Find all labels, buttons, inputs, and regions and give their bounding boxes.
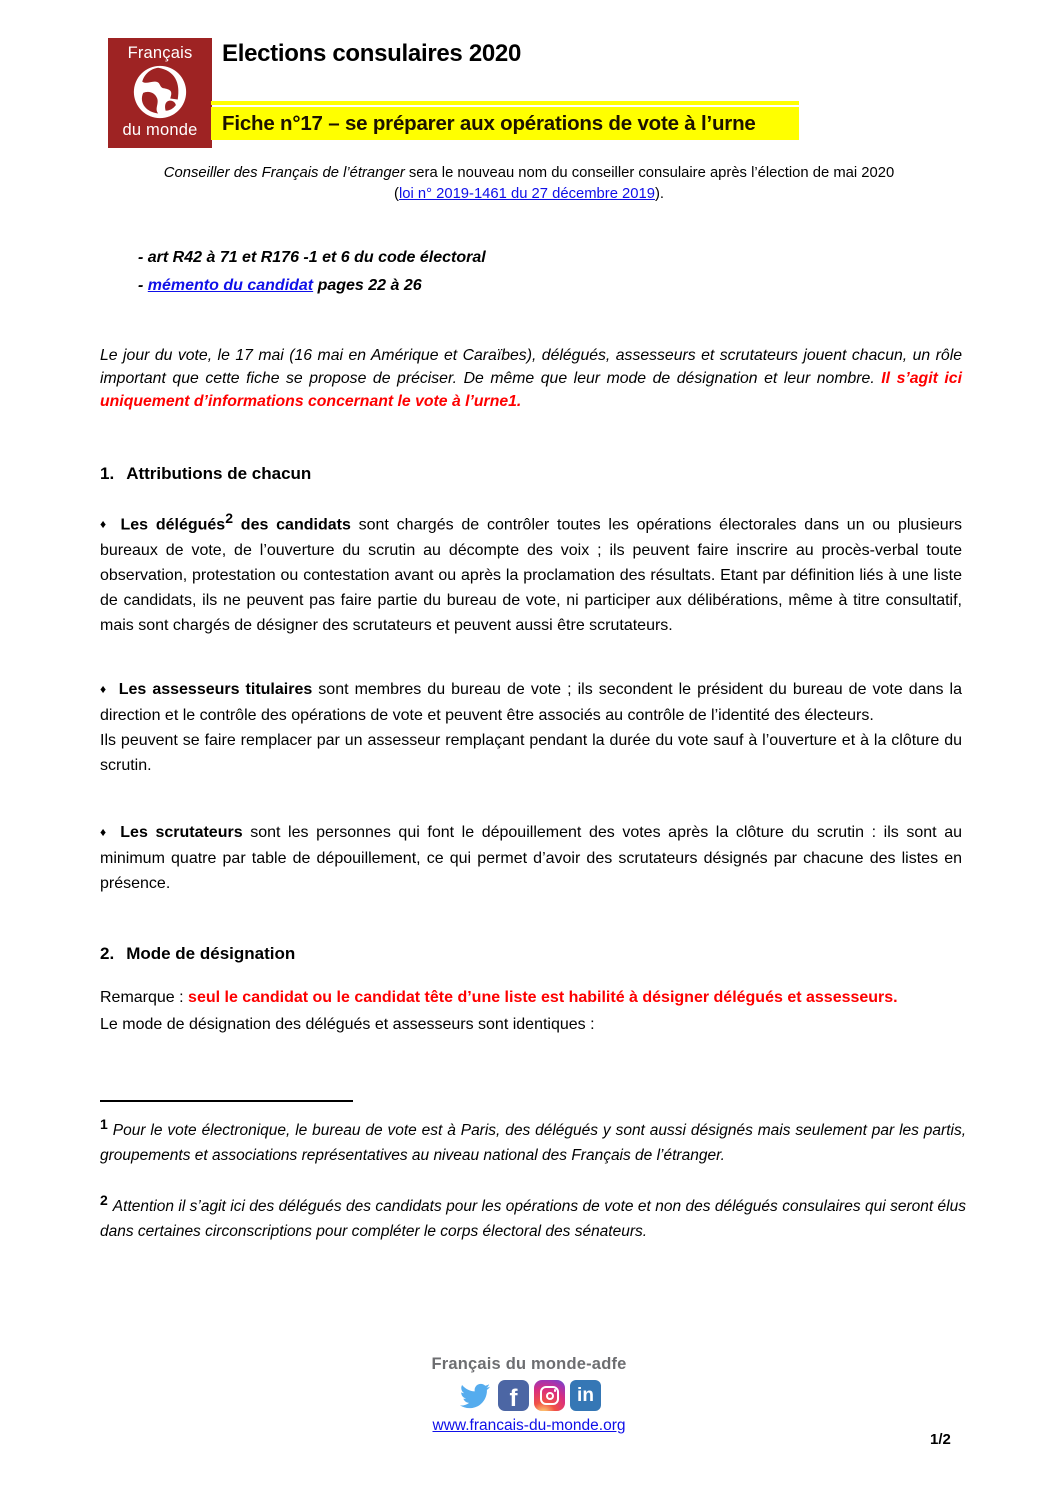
bullet-assesseurs <box>100 677 962 778</box>
bullet2-para1 <box>100 677 962 728</box>
lead-paragraph <box>100 344 962 413</box>
section2-heading <box>100 944 295 964</box>
footnote-2-number: 2 <box>100 1192 108 1208</box>
section1-heading <box>100 464 311 484</box>
paren-open: ( <box>394 186 399 202</box>
bullet3-bold-lead: Les scrutateurs <box>120 824 243 841</box>
reference-item-code-electoral: - art R42 à 71 et R176 -1 et 6 du code électoral <box>138 249 486 266</box>
diamond-bullet-icon: ♦ <box>100 682 108 696</box>
footnote-separator <box>100 1100 353 1102</box>
lead-text-red: Il s’agit ici uniquement d’informations concernant le vote à l’urne1. <box>100 370 962 410</box>
facebook-icon[interactable] <box>498 1380 529 1411</box>
logo-text-top: Français <box>127 44 193 62</box>
page-number: 1/2 <box>930 1431 951 1448</box>
references-list <box>138 244 486 300</box>
footnote-1-text: Pour le vote électronique, le bureau de vote est à Paris, des délégués y sont aussi désignés mais seulement par les partis, groupements et associations représentatives au niveau national des Français de l’étranger. <box>100 1122 966 1165</box>
doc-subtitle: Fiche n°17 – se préparer aux opérations de vote à l’urne <box>211 107 799 140</box>
law-link[interactable]: loi n° 2019-1461 du 27 décembre 2019 <box>398 186 655 202</box>
doc-title: Elections consulaires 2020 <box>222 40 522 67</box>
facebook-f: f <box>509 1384 518 1412</box>
section2-number: 2. <box>100 944 115 963</box>
bullet1-bold-lead2: des candidats <box>233 516 351 534</box>
footnote-1 <box>100 1112 966 1168</box>
remarque-paragraph <box>100 984 970 1038</box>
footnote-2-text: Attention il s’agit ici des délégués des candidats pour les opérations de vote et non des délégués consulaires qui seront élus dans certaines circonscriptions pour compléter le corps électoral des sénateurs. <box>100 1198 966 1241</box>
bullet1-footnote-ref: 2 <box>225 510 233 526</box>
remarque-line <box>100 984 970 1011</box>
section1-number: 1. <box>100 464 115 483</box>
twitter-icon[interactable] <box>457 1381 493 1411</box>
dash: - <box>138 277 148 294</box>
section2-title: Mode de désignation <box>126 944 296 963</box>
bullet-scrutateurs <box>100 820 962 896</box>
linkedin-icon[interactable] <box>570 1380 601 1411</box>
linkedin-in: in <box>577 1384 594 1406</box>
bullet1-text: sont chargés de contrôler toutes les opérations électorales dans un ou plusieurs bureaux de vote, de l’ouverture du scrutin au décompte des voix ; ils peuvent faire inscrire au procès-verbal toute observation, protestation ou contestation avant ou après la proclamation des résultats. Etant par définition liés à une liste de candidats, ils ne peuvent pas faire partie du bureau de vote, ni participer aux délibérations, même à titre consultatif, mais sont chargés de désigner des scrutateurs et peuvent aussi être scrutateurs. <box>100 516 962 635</box>
mode-designation-line: Le mode de désignation des délégués et assesseurs sont identiques : <box>100 1016 595 1033</box>
remarque-label: Remarque : <box>100 989 189 1006</box>
instagram-camera <box>540 1386 559 1405</box>
reference-item-memento <box>138 272 486 300</box>
diamond-bullet-icon: ♦ <box>100 517 110 532</box>
instagram-icon[interactable] <box>534 1380 565 1411</box>
globe-icon <box>132 64 188 120</box>
bullet-delegues <box>100 506 962 638</box>
social-icons-row <box>0 1380 1058 1411</box>
remarque-red-text: seul le candidat ou le candidat tête d’une liste est habilité à désigner délégués et assesseurs. <box>188 989 898 1006</box>
footer-website <box>0 1417 1058 1435</box>
bullet3-text: sont les personnes qui font le dépouillement des votes après la clôture du scrutin : ils sont au minimum quatre par table de dépouillement, ce qui permet d’avoir des scrutateurs désignés par chacune des listes en présence. <box>100 824 962 892</box>
footnote-2 <box>100 1188 966 1244</box>
bullet2-text: sont membres du bureau de vote ; ils secondent le président du bureau de vote dans la direction et le contrôle des opérations de vote et peuvent être associés au contrôle de l’identité des électeurs. <box>100 681 962 724</box>
intro-rest: sera le nouveau nom du conseiller consulaire après l’élection de mai 2020 <box>404 165 895 181</box>
diamond-bullet-icon: ♦ <box>100 825 110 839</box>
bullet1-bold-lead: Les délégués <box>120 516 226 534</box>
intro-italic-lead: Conseiller des Français de l’étranger <box>163 165 405 181</box>
section1-title: Attributions de chacun <box>126 464 312 483</box>
website-link[interactable]: www.francais-du-monde.org <box>432 1417 626 1434</box>
lead-text: Le jour du vote, le 17 mai (16 mai en Amérique et Caraïbes), délégués, assesseurs et scrutateurs jouent chacun, un rôle important que cette fiche se propose de préciser. De même que leur mode de désignation et leur nombre. <box>100 347 962 387</box>
paren-close: ). <box>654 186 664 202</box>
memento-pages: pages 22 à 26 <box>313 277 422 294</box>
highlight-sliver <box>211 101 799 105</box>
footnote-1-number: 1 <box>100 1116 108 1132</box>
footer-org-name: Français du monde-adfe <box>431 1355 627 1373</box>
org-logo <box>108 38 212 148</box>
memento-link[interactable]: mémento du candidat <box>147 277 314 294</box>
bullet2-para2: Ils peuvent se faire remplacer par un assesseur remplaçant pendant la durée du vote sauf à l’ouverture et à la clôture du scrutin. <box>100 732 962 774</box>
bullet2-bold-lead: Les assesseurs titulaires <box>118 681 313 698</box>
intro-paragraph <box>89 163 969 205</box>
logo-text-bottom: du monde <box>122 121 198 139</box>
